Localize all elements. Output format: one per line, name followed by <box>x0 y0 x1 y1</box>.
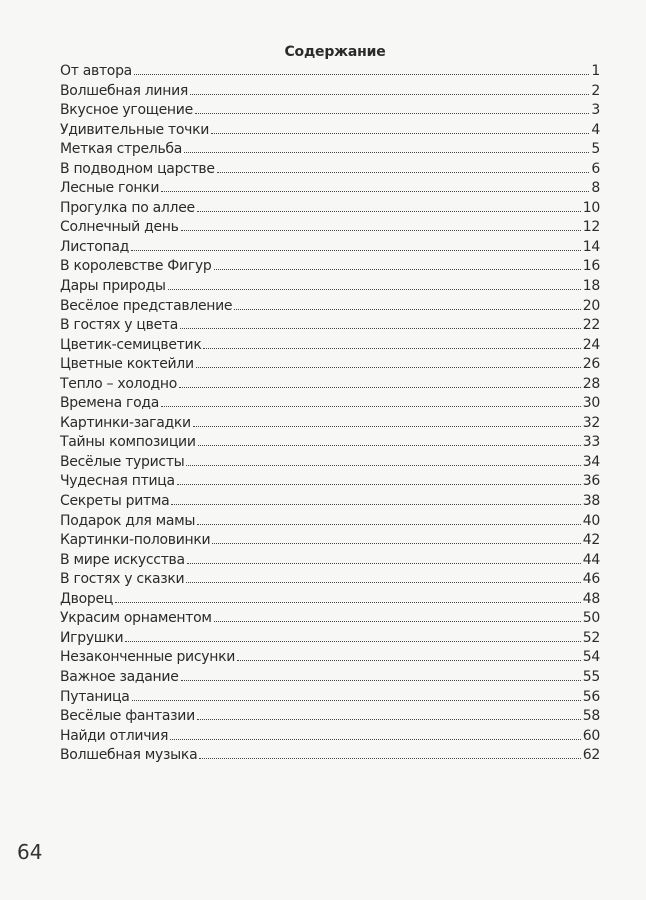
dot-leader <box>214 620 581 622</box>
toc-entry-title: Путаница <box>60 688 130 705</box>
toc-entry-title: Подарок для мамы <box>60 512 196 529</box>
toc-entry <box>60 63 600 83</box>
toc-entry <box>60 141 600 161</box>
toc-entry <box>60 258 600 278</box>
toc-entry <box>60 571 600 591</box>
dot-leader <box>237 659 581 661</box>
toc-entry-page: 1 <box>591 63 600 79</box>
toc-entry-title: Цветик-семицветик <box>60 336 202 353</box>
toc-entry-title: Дары природы <box>60 278 166 295</box>
toc-entry-page: 2 <box>591 82 600 99</box>
toc-entry-page: 14 <box>582 238 600 255</box>
toc-entry-title: Важное задание <box>60 668 179 685</box>
toc-entry-page: 10 <box>582 199 600 216</box>
toc-entry <box>60 728 600 748</box>
toc-entry-title: В мире искусства <box>60 551 185 568</box>
toc-entry-title: Игрушки <box>60 629 124 646</box>
toc-entry <box>60 102 600 122</box>
dot-leader <box>168 288 581 290</box>
toc-entry-page: 46 <box>582 571 600 588</box>
toc-entry-page: 20 <box>582 297 600 314</box>
toc-entry <box>60 122 600 142</box>
toc-entry <box>60 532 600 552</box>
toc-entry-title: Цветные коктейли <box>60 356 194 373</box>
dot-leader <box>190 93 589 95</box>
toc-entry-title: Дворец <box>60 590 113 607</box>
dot-leader <box>203 347 580 349</box>
toc-entry-page: 4 <box>591 121 600 138</box>
toc-entry <box>60 708 600 728</box>
dot-leader <box>131 249 581 251</box>
toc-entry <box>60 219 600 239</box>
toc-entry <box>60 337 600 357</box>
toc-entry-page: 58 <box>582 708 600 725</box>
dot-leader <box>197 718 581 720</box>
toc-entry-title: Солнечный день <box>60 219 179 236</box>
dot-leader <box>186 464 580 466</box>
page-number: 64 <box>17 840 43 864</box>
toc-entry-title: Лесные гонки <box>60 180 160 197</box>
toc-entry-page: 34 <box>582 453 600 470</box>
dot-leader <box>132 699 581 701</box>
toc-entry-title: Найди отличия <box>60 727 169 744</box>
toc-entry <box>60 630 600 650</box>
dot-leader <box>193 425 581 427</box>
toc-entry-page: 6 <box>591 160 600 177</box>
toc-entry-title: Меткая стрельба <box>60 141 183 158</box>
toc-entry-title: В подводном царстве <box>60 160 215 177</box>
toc-entry <box>60 298 600 318</box>
toc-entry-title: В гостях у цвета <box>60 317 179 334</box>
toc-entry <box>60 180 600 200</box>
dot-leader <box>195 112 589 114</box>
toc-entry <box>60 317 600 337</box>
dot-leader <box>170 738 581 740</box>
toc-entry-page: 60 <box>582 727 600 744</box>
dot-leader <box>184 151 589 153</box>
toc-entry-title: Картинки-половинки <box>60 532 211 549</box>
dot-leader <box>234 308 581 310</box>
toc-entry <box>60 415 600 435</box>
dot-leader <box>177 483 581 485</box>
toc-entry <box>60 278 600 298</box>
toc-entry-page: 40 <box>582 512 600 529</box>
toc-entry-title: Вкусное угощение <box>60 102 193 119</box>
toc-entry-page: 16 <box>582 258 600 275</box>
toc-entry-title: Весёлое представление <box>60 297 233 314</box>
dot-leader <box>161 405 581 407</box>
toc-entry-page: 3 <box>591 102 600 119</box>
toc-entry-page: 48 <box>582 590 600 607</box>
toc-entry <box>60 649 600 669</box>
dot-leader <box>134 73 589 75</box>
toc-entry-page: 5 <box>591 141 600 158</box>
dot-leader <box>171 503 580 505</box>
toc-title: Содержание <box>284 44 386 60</box>
toc-entry <box>60 689 600 709</box>
toc-entry-page: 55 <box>582 668 600 685</box>
toc-entry-page: 22 <box>582 317 600 334</box>
toc-entry <box>60 473 600 493</box>
toc-entry-title: Прогулка по аллее <box>60 199 195 216</box>
toc-entry-title: Секреты ритма <box>60 493 170 510</box>
toc-entry-title: Весёлые фантазии <box>60 708 195 725</box>
toc-entry <box>60 395 600 415</box>
dot-leader <box>161 190 589 192</box>
toc-entry-title: От автора <box>60 63 132 79</box>
toc-entry-page: 32 <box>582 414 600 431</box>
dot-leader <box>125 640 581 642</box>
toc-entry <box>60 493 600 513</box>
toc-entry <box>60 161 600 181</box>
toc-entry-title: Украсим орнаментом <box>60 610 212 627</box>
toc-entry <box>60 434 600 454</box>
toc-entry-title: Тепло – холодно <box>60 375 177 392</box>
dot-leader <box>217 171 590 173</box>
dot-leader <box>198 444 581 446</box>
toc-entry-page: 33 <box>582 434 600 451</box>
toc-entry-title: Незаконченные рисунки <box>60 649 236 666</box>
toc-entry <box>60 669 600 689</box>
toc-entry-page: 52 <box>582 629 600 646</box>
dot-leader <box>180 327 581 329</box>
dot-leader <box>181 229 581 231</box>
toc-entry-title: В гостях у сказки <box>60 571 185 588</box>
toc-entry <box>60 239 600 259</box>
toc-entry-title: Чудесная птица <box>60 473 175 490</box>
toc-entry-page: 36 <box>582 473 600 490</box>
dot-leader <box>211 132 589 134</box>
toc-entry <box>60 454 600 474</box>
toc-entry-title: Времена года <box>60 395 160 412</box>
toc-entry-title: Весёлые туристы <box>60 453 185 470</box>
dot-leader <box>199 757 580 759</box>
toc-entry-page: 26 <box>582 356 600 373</box>
toc-entry <box>60 200 600 220</box>
toc-entry-page: 18 <box>582 278 600 295</box>
toc-entry-title: Волшебная линия <box>60 82 189 99</box>
toc-entry-page: 38 <box>582 493 600 510</box>
toc-entry <box>60 591 600 611</box>
toc-entry <box>60 552 600 572</box>
toc-entry <box>60 356 600 376</box>
toc-entry-title: Тайны композиции <box>60 434 196 451</box>
dot-leader <box>179 386 581 388</box>
dot-leader <box>187 562 581 564</box>
toc-entry <box>60 513 600 533</box>
dot-leader <box>214 268 581 270</box>
dot-leader <box>196 366 581 368</box>
toc-entry-title: В королевстве Фигур <box>60 258 212 275</box>
toc-entry-page: 62 <box>582 747 600 764</box>
toc-entry <box>60 83 600 103</box>
dot-leader <box>186 581 580 583</box>
toc-entry-page: 28 <box>582 375 600 392</box>
dot-leader <box>115 601 581 603</box>
toc-entry-page: 50 <box>582 610 600 627</box>
toc-entry-page: 56 <box>582 688 600 705</box>
toc-entry <box>60 376 600 396</box>
toc-entry-page: 44 <box>582 551 600 568</box>
dot-leader <box>212 542 580 544</box>
toc-entry-title: Картинки-загадки <box>60 414 191 431</box>
dot-leader <box>197 210 581 212</box>
toc-entry <box>60 610 600 630</box>
toc-entry <box>60 747 600 767</box>
toc-entry-page: 8 <box>591 180 600 197</box>
toc-entry-title: Удивительные точки <box>60 121 210 138</box>
table-of-contents <box>60 63 600 767</box>
toc-entry-page: 12 <box>582 219 600 236</box>
toc-entry-page: 24 <box>582 336 600 353</box>
toc-entry-page: 54 <box>582 649 600 666</box>
toc-entry-title: Волшебная музыка <box>60 747 198 764</box>
toc-entry-title: Листопад <box>60 238 130 255</box>
toc-entry-page: 30 <box>582 395 600 412</box>
toc-entry-page: 42 <box>582 532 600 549</box>
dot-leader <box>181 679 581 681</box>
dot-leader <box>197 523 581 525</box>
